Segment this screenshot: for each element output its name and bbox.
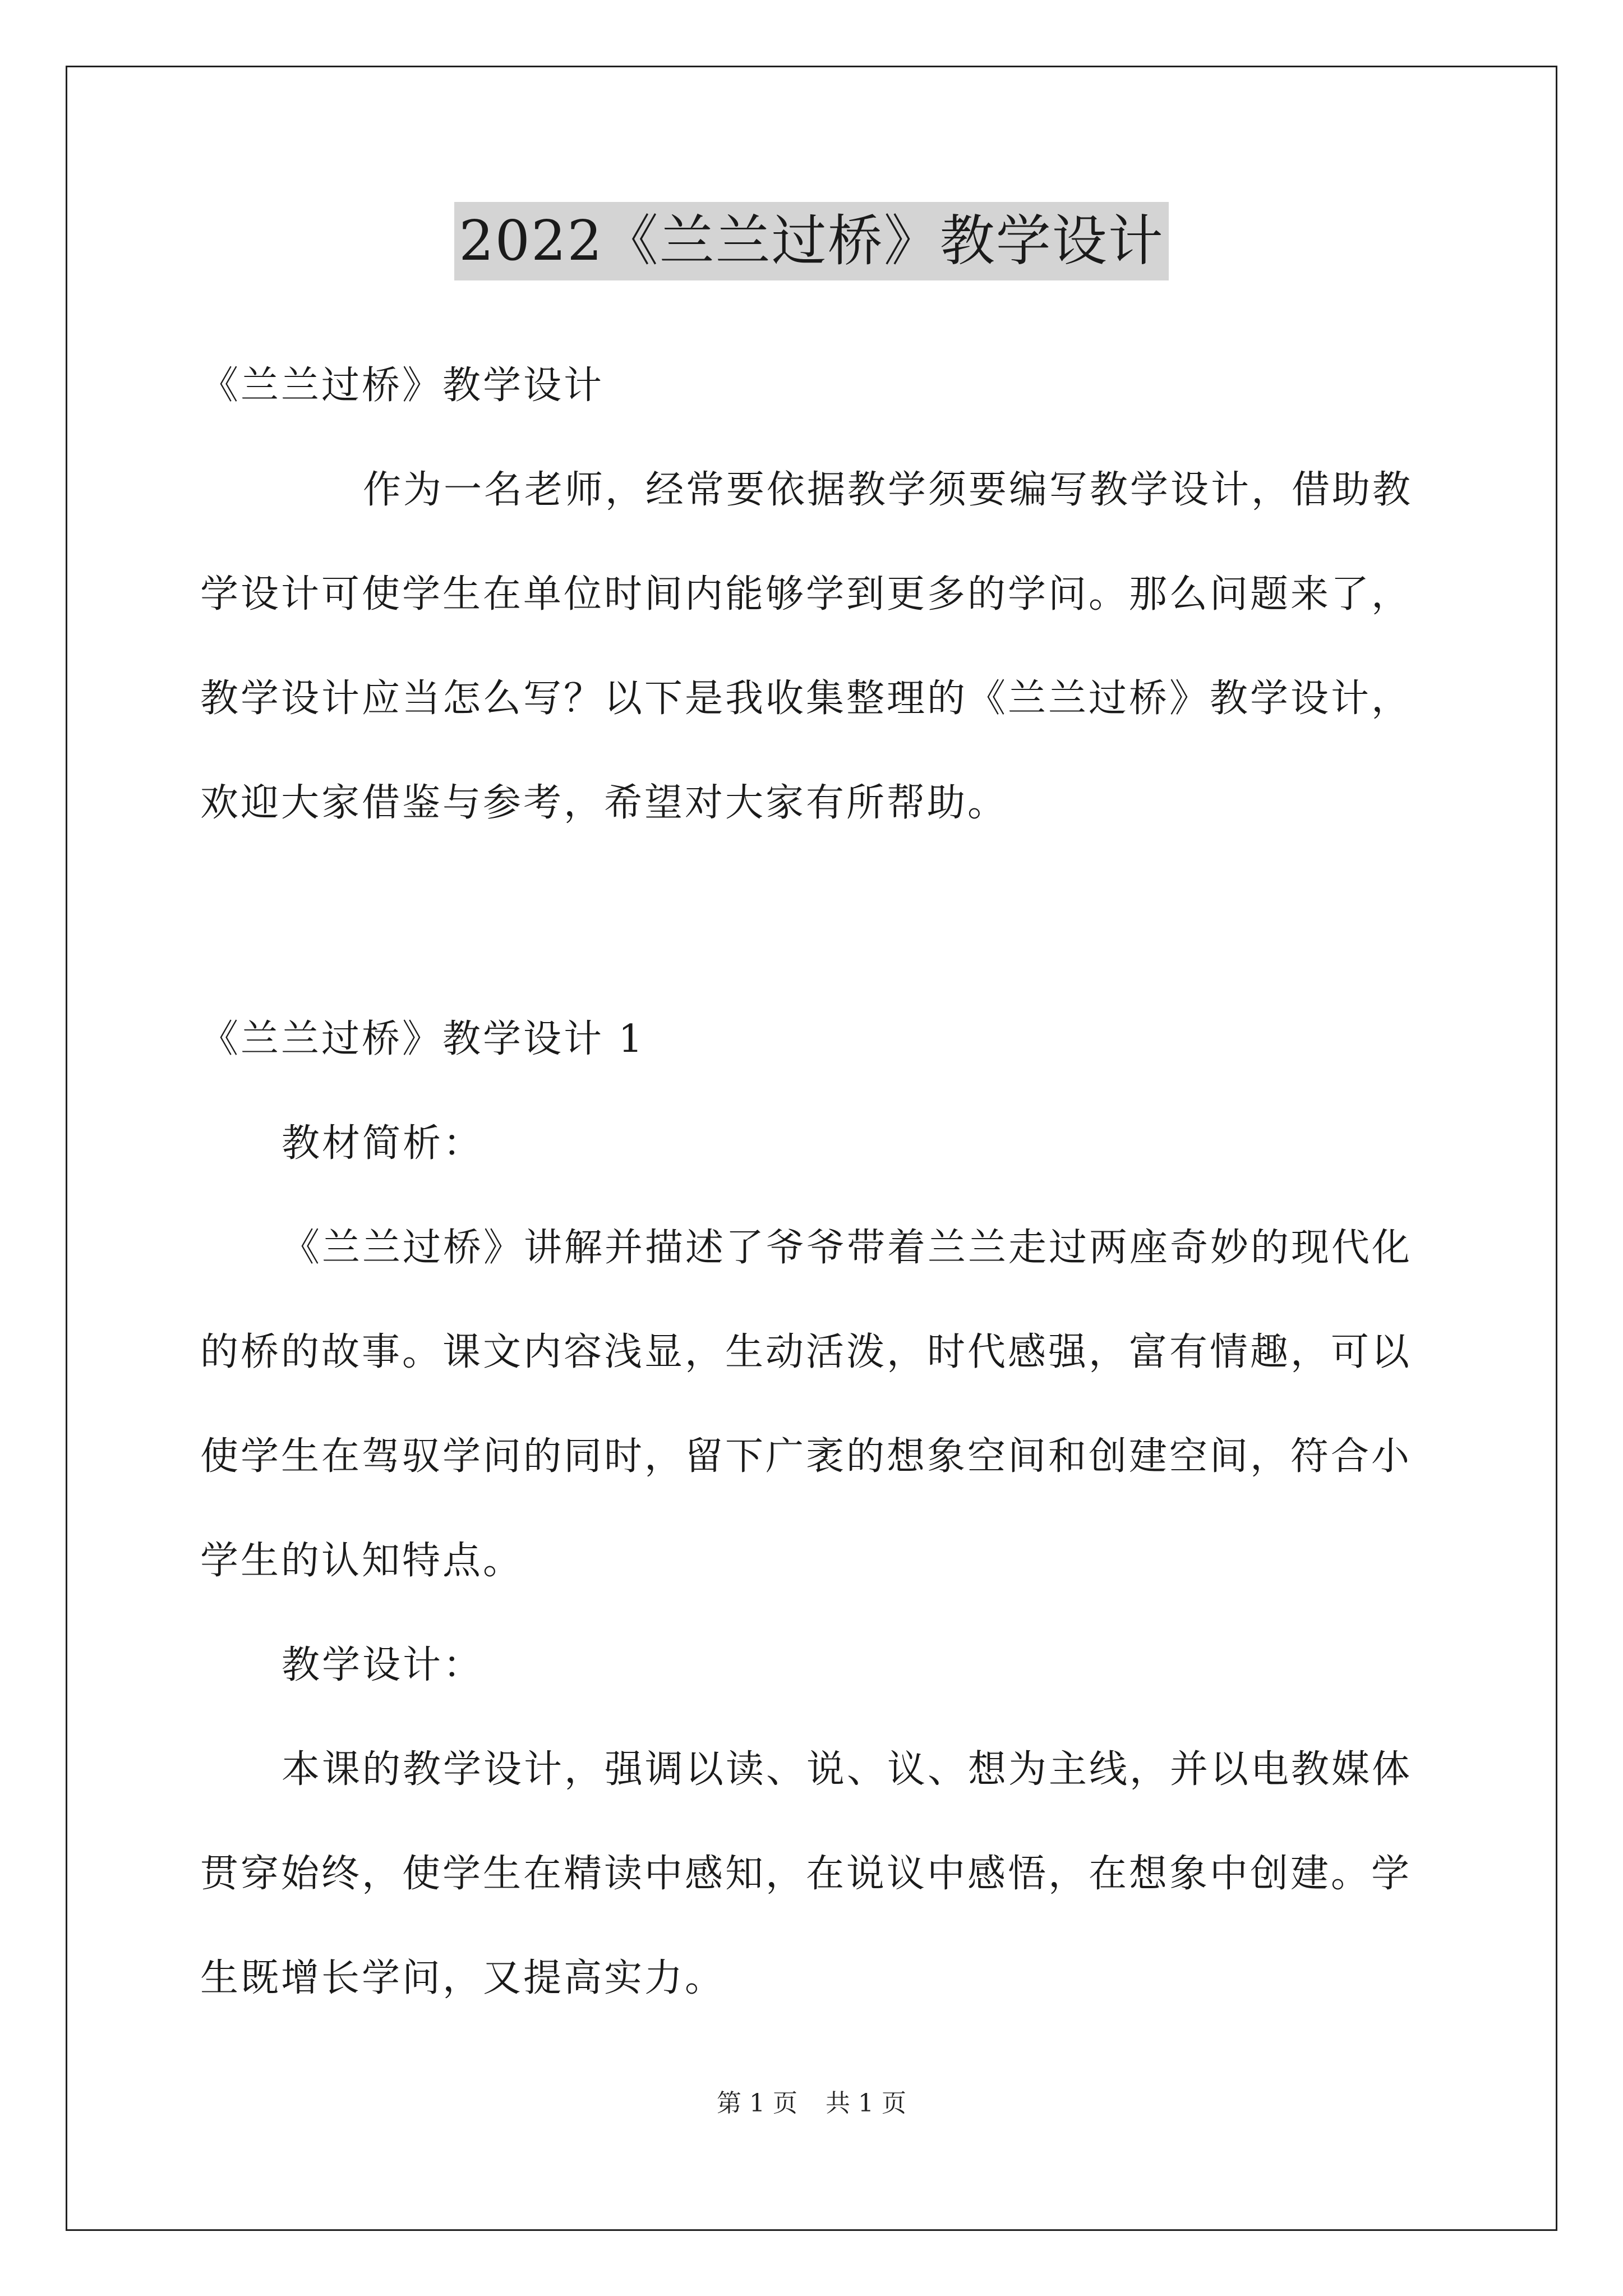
analysis-label: 教材简析： bbox=[282, 1121, 484, 1166]
design-line: 贯穿始终，使学生在精读中感知，在说议中感悟，在想象中创建。学 bbox=[200, 1852, 1412, 1896]
analysis-line: 学生的认知特点。 bbox=[200, 1539, 524, 1583]
analysis-line: 使学生在驾驭学问的同时，留下广袤的想象空间和创建空间，符合小 bbox=[200, 1434, 1412, 1479]
section-1 bbox=[200, 987, 1434, 2031]
intro-line: 欢迎大家借鉴与参考，希望对大家有所帮助。 bbox=[200, 781, 1008, 825]
design-line: 生既增长学问，又提高实力。 bbox=[200, 1956, 726, 2000]
document-title: 2022《兰兰过桥》教学设计 bbox=[454, 202, 1168, 280]
analysis-line: 《兰兰过桥》讲解并描述了爷爷带着兰兰走过两座奇妙的现代化 bbox=[282, 1226, 1413, 1270]
design-label: 教学设计： bbox=[282, 1643, 484, 1687]
design-line: 本课的教学设计，强调以读、说、议、想为主线，并以电教媒体 bbox=[282, 1747, 1413, 1792]
page-number: 第 1 页 bbox=[717, 2089, 797, 2118]
title-container bbox=[0, 202, 1623, 280]
intro-line: 作为一名老师，经常要依据教学须要编写教学设计，借助教 bbox=[363, 468, 1413, 512]
intro-block bbox=[200, 334, 1434, 855]
intro-line: 学设计可使学生在单位时间内能够学到更多的学问。那么问题来了， bbox=[200, 572, 1412, 616]
subtitle: 《兰兰过桥》教学设计 bbox=[200, 364, 605, 408]
intro-line: 教学设计应当怎么写？以下是我收集整理的《兰兰过桥》教学设计， bbox=[200, 677, 1412, 721]
page-total: 共 1 页 bbox=[826, 2089, 906, 2118]
analysis-line: 的桥的故事。课文内容浅显，生动活泼，时代感强，富有情趣，可以 bbox=[200, 1330, 1412, 1374]
section-heading: 《兰兰过桥》教学设计 1 bbox=[200, 1017, 645, 1061]
page-footer bbox=[0, 2087, 1623, 2120]
